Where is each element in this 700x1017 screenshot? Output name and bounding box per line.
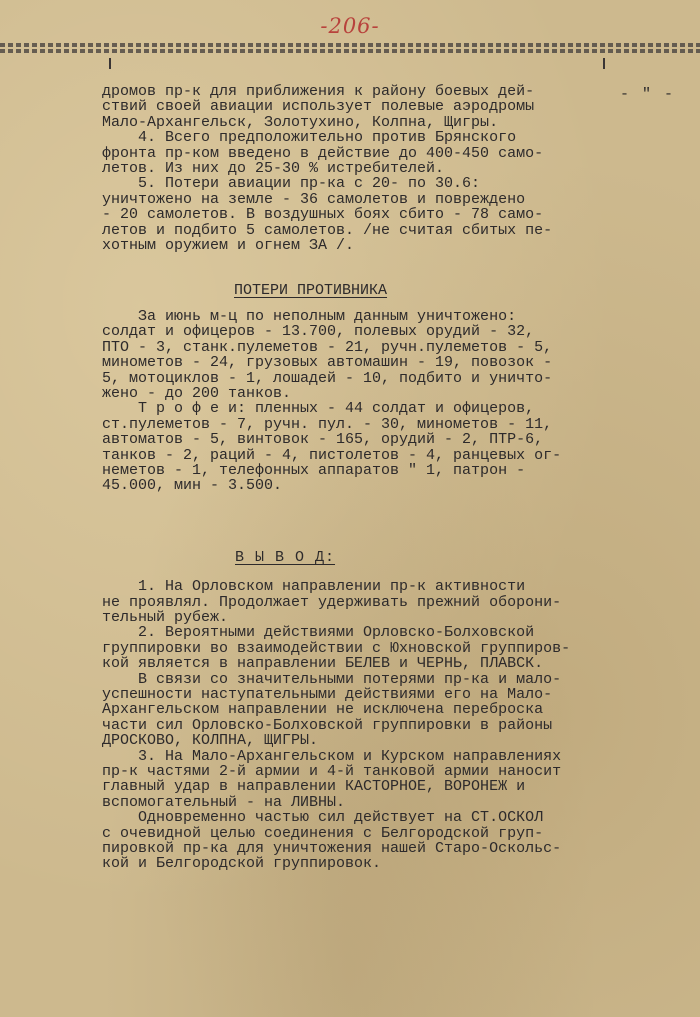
paragraph (102, 309, 642, 401)
text-line: ДРОСКОВО, КОЛПНА, ЩИГРЫ. (102, 732, 319, 750)
text-line: автоматов - 5, винтовок - 165, орудий - 2, ПТР-6, (102, 431, 544, 449)
text-line: минометов - 24, грузовых автомашин - 19, повозок - (102, 354, 553, 372)
text-line: 4. Всего предположительно против Брянского (102, 129, 517, 147)
perforation-line-bottom (0, 49, 700, 53)
paragraph (102, 84, 642, 130)
binding-tick-right (603, 58, 605, 69)
text-line: солдат и офицеров - 13.700, полевых орудий - 32, (102, 323, 535, 341)
text-line: Одновременно частью сил действует на СТ.ОСКОЛ (102, 809, 544, 827)
text-line: 3. На Мало-Архангельском и Курском направлениях (102, 747, 562, 765)
text-line: 45.000, мин - 3.500. (102, 477, 283, 495)
text-line: главный удар в направлении КАСТОРНОЕ, ВОРОНЕЖ и (102, 778, 526, 796)
heading-enemy-losses: ПОТЕРИ ПРОТИВНИКА (234, 282, 388, 300)
text-line: хотным оружием и огнем ЗА /. (102, 237, 355, 255)
text-line: ПТО - 3, станк.пулеметов - 21, ручн.пулеметов - 5, (102, 338, 553, 356)
text-line: Архангельском направлении не исключена переброска (102, 701, 544, 719)
text-line: тельный рубеж. (102, 608, 229, 626)
document-body (102, 84, 642, 872)
paragraph (102, 176, 642, 253)
section-losses (102, 309, 642, 494)
text-line: кой является в направлении БЕЛЕВ и ЧЕРНЬ, ПЛАВСК. (102, 655, 544, 673)
page-number: -206- (320, 14, 380, 38)
text-line: - 20 самолетов. В воздушных боях сбито - 78 само- (102, 206, 544, 224)
text-line: не проявлял. Продолжает удерживать прежний оборони- (102, 593, 562, 611)
text-line: В связи со значительными потерями пр-ка и мало- (102, 670, 562, 688)
paragraph (102, 810, 642, 872)
text-line: части сил Орловско-Болховской группировки в районы (102, 716, 553, 734)
text-line: уничтожено на земле - 36 самолетов и повреждено (102, 190, 526, 208)
text-line: Т р о ф е и: пленных - 44 солдат и офицеров, (102, 400, 535, 418)
paragraph (102, 749, 642, 811)
heading-conclusion: В Ы В О Д: (235, 548, 336, 566)
paragraph (102, 579, 642, 625)
text-line: успешности наступательными действиями его на Мало- (102, 686, 553, 703)
text-line: летов. Из них до 25-30 % истребителей. (102, 160, 445, 178)
text-line: ст.пулеметов - 7, ручн. пул. - 30, минометов - 11, (102, 415, 553, 433)
text-line: кой и Белгородской группировок. (102, 855, 382, 873)
text-line: танков - 2, раций - 4, пистолетов - 4, ранцевых ог- (102, 446, 562, 464)
text-line: вспомогательный - на ЛИВНЫ. (102, 793, 346, 811)
paragraph (102, 625, 642, 671)
binding-tick-left (109, 58, 111, 69)
perforation-line-top (0, 43, 700, 47)
text-line: жено - до 200 танков. (102, 384, 292, 402)
text-line: фронта пр-ком введено в действие до 400-450 само- (102, 144, 544, 162)
paragraph (102, 401, 642, 493)
text-line: пр-к частями 2-й армии и 4-й танковой армии наносит (102, 763, 562, 781)
text-line: с очевидной целью соединения с Белгородской груп- (102, 824, 544, 842)
text-line: дромов пр-к для приближения к району боевых дей- (102, 83, 535, 100)
text-line: За июнь м-ц по неполным данным уничтожено: (102, 307, 517, 325)
text-line: летов и подбито 5 самолетов. /не считая сбитых пе- (102, 221, 553, 239)
paragraph (102, 672, 642, 749)
paragraph (102, 130, 642, 176)
section-top (102, 84, 642, 253)
text-line: ствий своей авиации использует полевые аэродромы (102, 98, 535, 116)
text-line: группировки во взаимодействии с Юхновской группиров- (102, 639, 571, 657)
text-line: Мало-Архангельск, Золотухино, Колпна, Щигры. (102, 113, 499, 131)
text-line: пировкой пр-ка для уничтожения нашей Старо-Оскольс- (102, 840, 562, 858)
margin-ditto-mark: - " - (620, 86, 676, 103)
text-line: 1. На Орловском направлении пр-к активности (102, 578, 526, 596)
section-conclusion (102, 579, 642, 872)
text-line: 5. Потери авиации пр-ка с 20- по 30.6: (102, 175, 481, 193)
text-line: неметов - 1, телефонных аппаратов " 1, патрон - (102, 461, 526, 479)
text-line: 2. Вероятными действиями Орловско-Болховской (102, 624, 535, 642)
text-line: 5, мотоциклов - 1, лошадей - 10, подбито и уничто- (102, 369, 553, 387)
